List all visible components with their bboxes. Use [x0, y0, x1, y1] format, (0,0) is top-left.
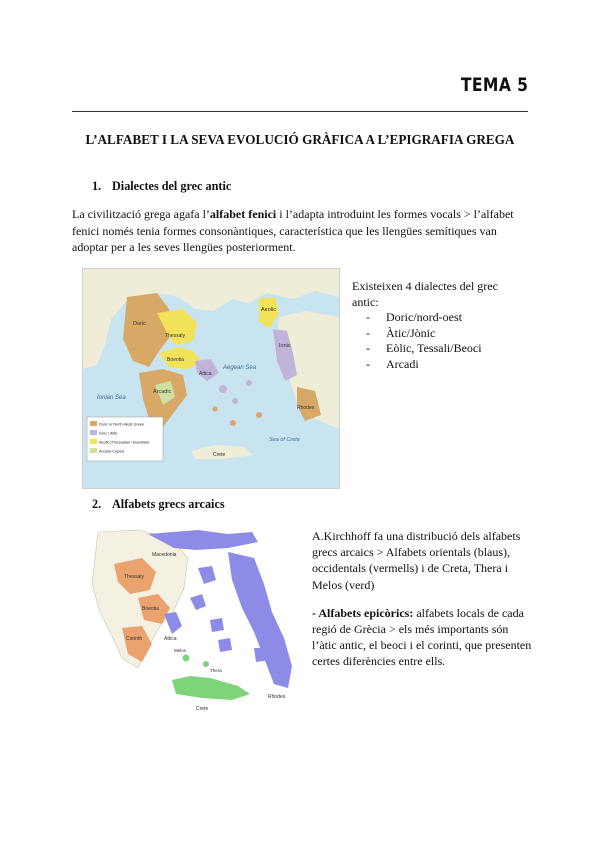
map2-label-thessaly: Thessaly [124, 574, 145, 580]
section-2-heading [92, 497, 225, 512]
map1-label-boeotia: Boeotia [167, 357, 184, 363]
section-1-title: Dialectes del grec antic [112, 179, 232, 193]
map1-legend-swatch [90, 439, 97, 444]
intro-text-end: i l’adapta introduint les formes vocals > l’alfabet fenici només tenia formes consonàntiques, característica que les llengües semítiques van adoptar per a les seves llengües posteriorment. [72, 207, 514, 254]
map2-label-macedonia: Macedonia [152, 552, 177, 558]
section-1-heading [92, 179, 231, 194]
map1-legend-doric: Doric or North-West Greek [99, 422, 144, 427]
alphabets-paragraph-2 [312, 605, 534, 670]
map2-green-thera [203, 661, 209, 667]
map1-label-crete: Crete [213, 452, 226, 458]
intro-bold-term: alfabet fenici [209, 207, 277, 221]
map2-green-melos [183, 655, 190, 662]
map2-label-melos: Melos [174, 648, 187, 653]
page-title: L’ALFABET I LA SEVA EVOLUCIÓ GRÀFICA A L’EPIGRAFIA GREGA [85, 132, 515, 147]
map2-eastern-island [210, 618, 224, 632]
map1-island [256, 412, 262, 418]
dialect-item: - Àtic/Jònic [366, 326, 522, 342]
map1-label-ionian: Ionian Sea [97, 395, 126, 401]
map1-legend-swatch [90, 421, 97, 426]
alphabets-paragraph-1: A.Kirchhoff fa una distribució dels alfabets grecs arcaics > Alfabets orientals (blaus), occidentals (vermells) i de Creta, Thera i Melos (verd) [312, 529, 521, 592]
dialects-map [82, 268, 340, 489]
section-2-number: 2. [92, 497, 102, 511]
map1-label-arcadic: Arcadic [153, 389, 172, 395]
dialect-item: - Doric/nord-oest [366, 310, 522, 326]
map1-island [246, 380, 252, 386]
header-divider [72, 111, 528, 112]
map1-island [213, 407, 218, 412]
dialects-list [352, 310, 522, 372]
dialect-item: - Eòlic, Tessali/Beoci [366, 341, 522, 357]
section-2-title: Alfabets grecs arcaics [112, 497, 225, 511]
map2-label-corinth: Corinth [126, 636, 143, 642]
map2-label-attica: Attica [164, 636, 177, 642]
map1-label-aegean: Aegean Sea [223, 365, 257, 371]
map2-eastern-island [218, 638, 232, 652]
map1-island [219, 385, 227, 393]
section-1-number: 1. [92, 179, 102, 193]
map1-label-crete-sea: Sea of Crete [269, 437, 300, 443]
map1-legend-swatch [90, 430, 97, 435]
dialects-block [352, 279, 522, 372]
map1-label-attica: Attica [199, 371, 212, 377]
dialects-intro: Existeixen 4 dialectes del grec antic: [352, 279, 498, 309]
alphabets-map [78, 528, 303, 724]
map2-eastern-island [254, 648, 270, 662]
map1-island [232, 398, 238, 404]
map2-label-rhodes: Rhodes [268, 694, 286, 700]
map1-label-ionic: Ionic [279, 343, 291, 349]
map1-legend-swatch [90, 448, 97, 453]
epichoric-term: - Alfabets epicòrics: [312, 605, 414, 620]
map1-label-thessaly: Thessaly [165, 333, 186, 339]
dialect-item: - Arcadi [366, 357, 522, 373]
map1-label-aeolic: Aeolic [261, 307, 276, 313]
map1-label-doric: Doric [133, 321, 146, 327]
map1-legend-ionic: Ionic / Attic [99, 431, 118, 436]
alphabets-text-block [312, 528, 534, 682]
map2-label-crete: Crete [196, 706, 209, 712]
map1-label-rhodes: Rhodes [297, 405, 315, 411]
map2-label-thera: Thera [210, 668, 222, 673]
map1-island [230, 420, 236, 426]
epichoric-description: alfabets locals de cada regió de Grècia > els més importants són l’àtic antic, el beoci i el corinti, que presenten certes diferències entre ells. [312, 605, 532, 669]
map1-legend [87, 417, 163, 461]
tema-label: TEMA 5 [460, 74, 528, 96]
intro-paragraph [72, 206, 528, 256]
map1-legend-aeolic: Aeolic (Thessalian / Boeotian) [99, 440, 150, 445]
intro-text-start: La civilització grega agafa l’ [72, 207, 210, 221]
map2-label-boeotia: Boeotia [142, 606, 159, 612]
map1-legend-arcadic: Arcado-Cypriot [99, 449, 125, 454]
